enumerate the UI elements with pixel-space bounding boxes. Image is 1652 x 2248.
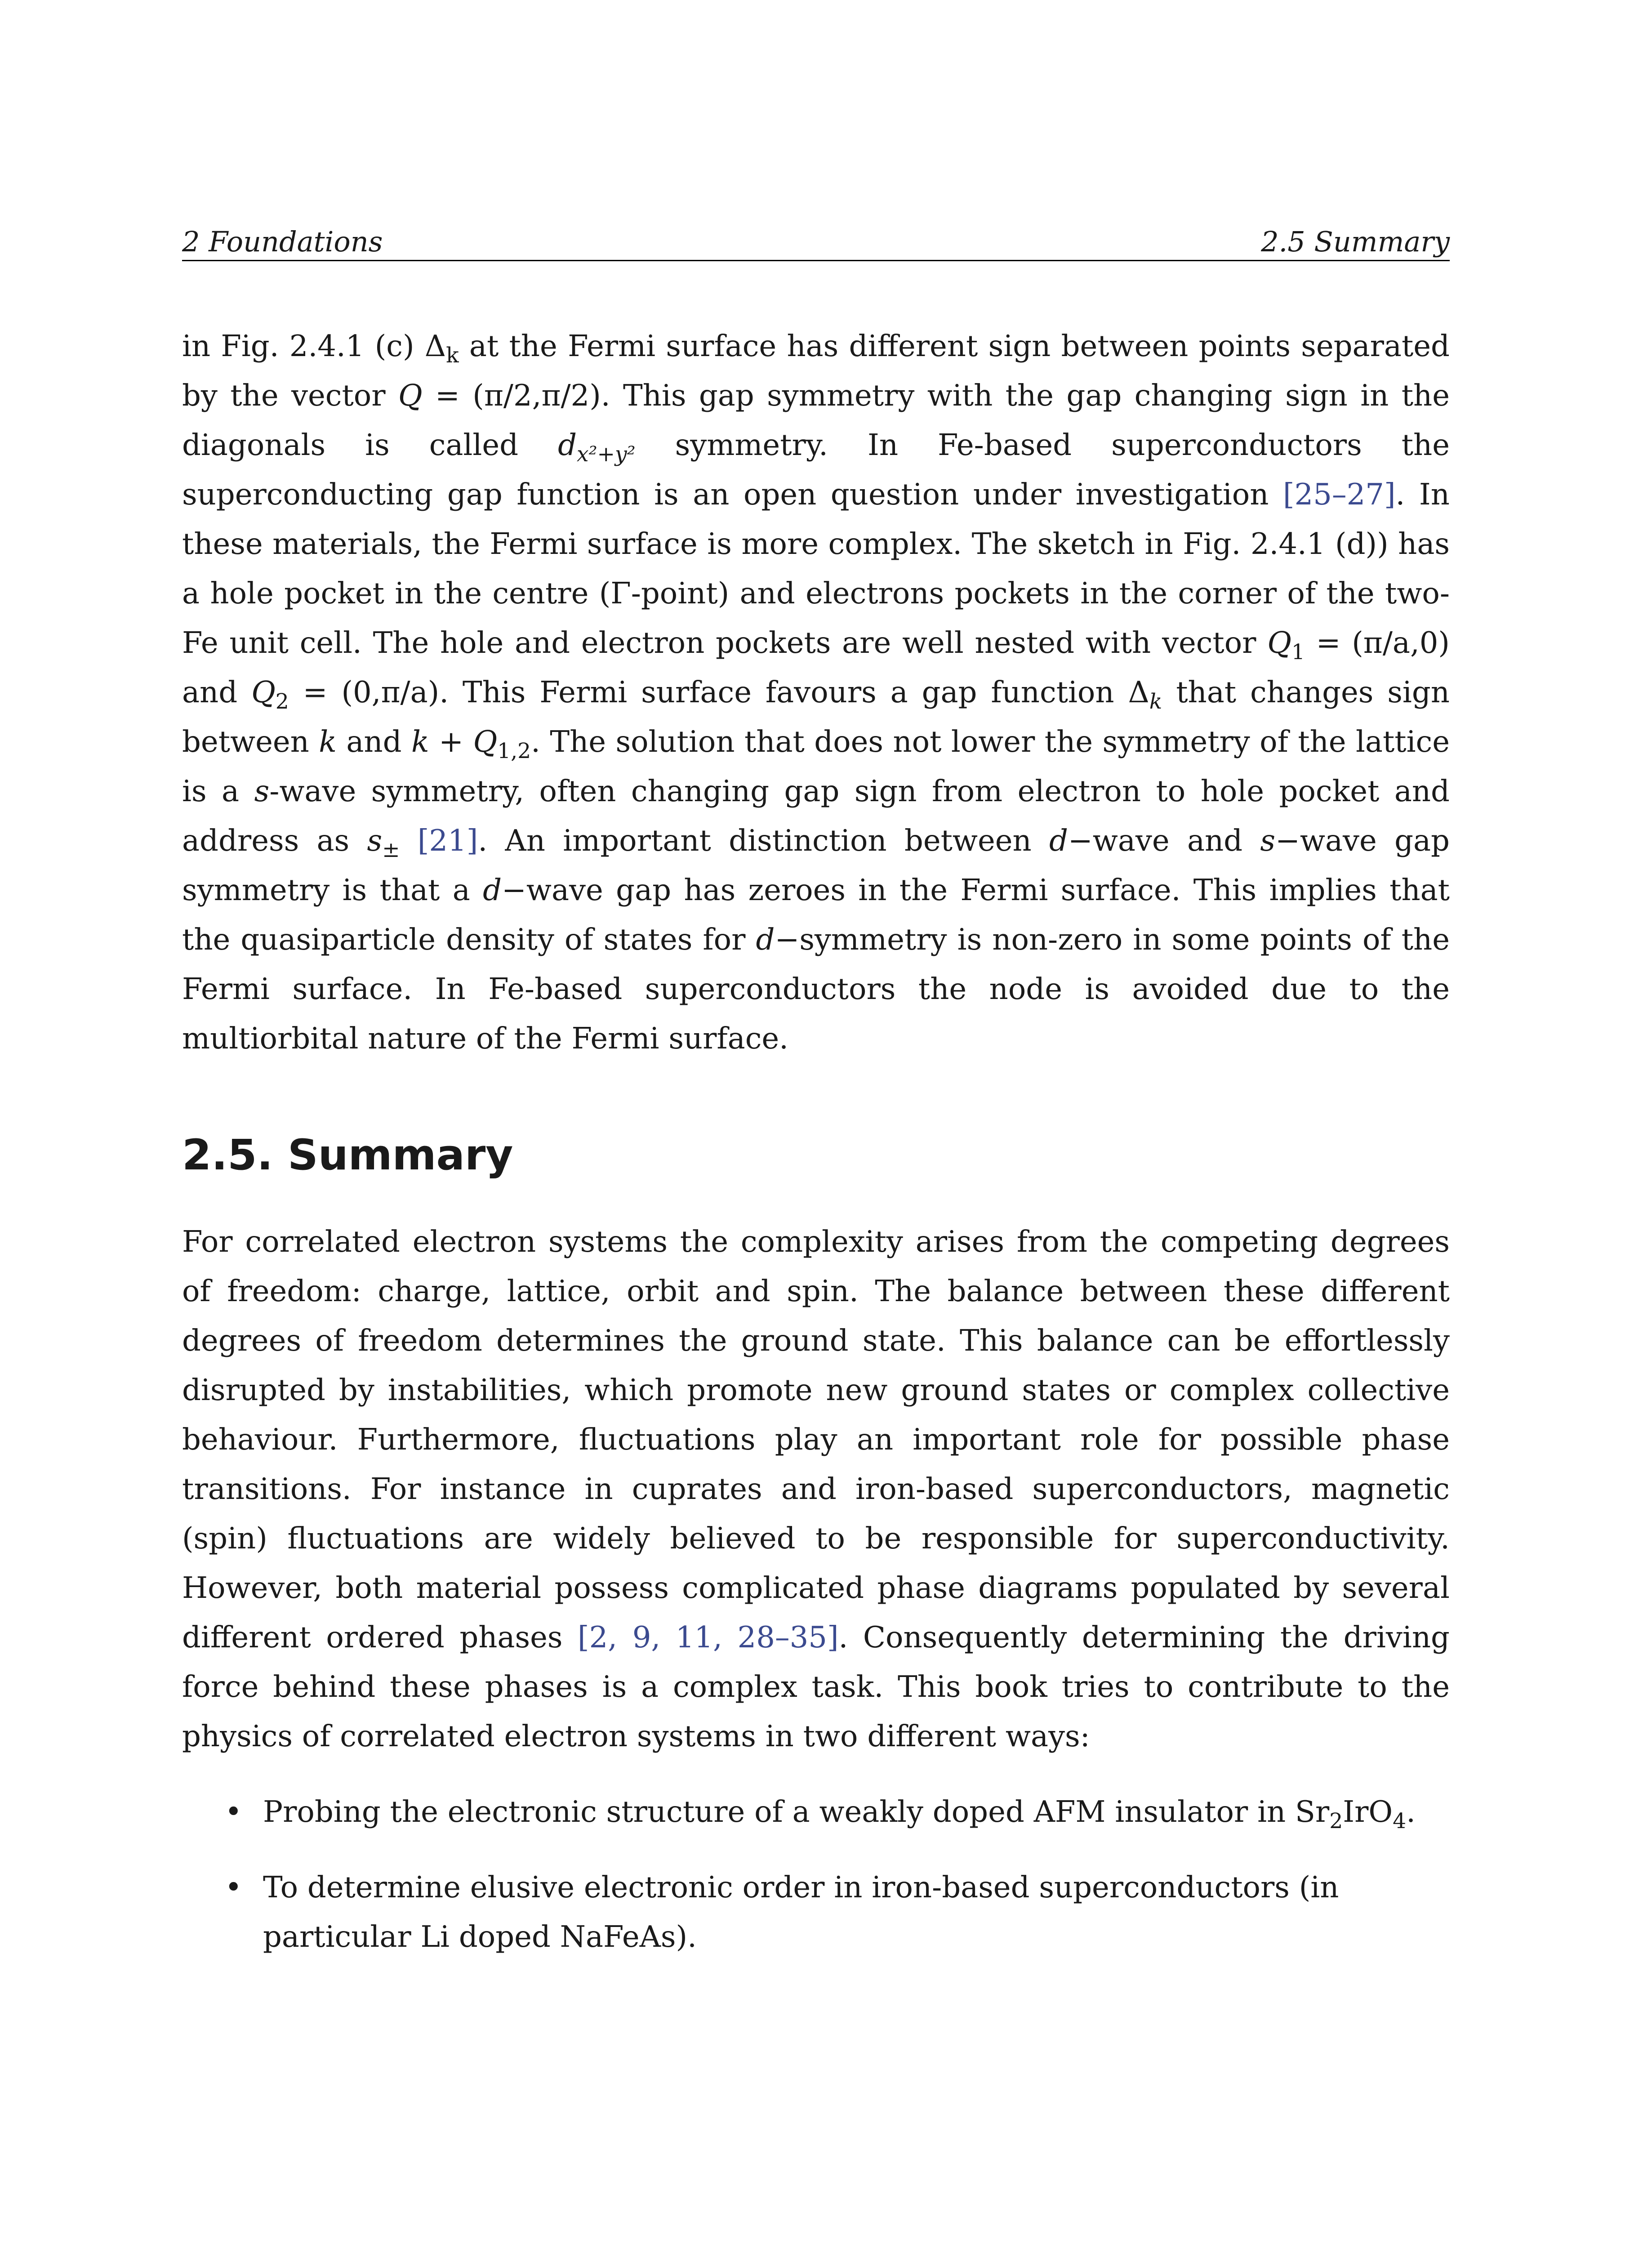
goals-list	[182, 1787, 1450, 1962]
bullet-icon: •	[225, 1870, 242, 1905]
running-header	[182, 224, 1450, 261]
citation-link[interactable]: 11	[675, 1620, 713, 1655]
citation-link[interactable]: [25–27]	[1282, 477, 1396, 512]
paragraph-summary: For correlated electron systems the complexity arises from the competing degrees of freedom: charge, lattice, orbit and spin. The balance between these different degrees of freedom determines the ground state. This balance can be effortlessly disrupted by instabilities, which promote new ground states or complex collective behaviour. Furthermore, fluctuations play an important role for possible phase transitions. For instance in cuprates and iron-based superconductors, magnetic (spin) fluctuations are widely believed to be responsible for superconductivity. However, both material possess complicated phase diagrams populated by several different ordered phases [2, 9, 11, 28–35]. Consequently determining the driving force behind these phases is a complex task. This book tries to contribute to the physics of correlated electron systems in two different ways:	[182, 1225, 1450, 1753]
citation-link[interactable]: 2	[589, 1620, 608, 1655]
list-item: • To determine elusive electronic order in iron-based superconductors (in particular Li doped NaFeAs).	[182, 1863, 1450, 1962]
section-heading	[182, 1131, 1450, 1180]
section-title: Summary	[288, 1131, 513, 1180]
bullet-icon: •	[225, 1795, 242, 1829]
list-item: • Probing the electronic structure of a weakly doped AFM insulator in $Sr_2IrO_4$.	[182, 1787, 1450, 1837]
citation-link[interactable]: [21]	[417, 824, 478, 858]
citation-link[interactable]: 28–35	[737, 1620, 827, 1655]
page-body	[182, 321, 1450, 1988]
header-chapter: 2 Foundations	[182, 225, 383, 258]
paragraph-gap-symmetry: in Fig. 2.4.1 (c) $\Delta_k$ at the Fermi surface has different sign between points separated by the vector Q = (π/2,π/2). This gap symmetry with the gap changing sign in the diagonals is called $d_{x^2+y^2}$ symmetry. In Fe-based superconductors the superconducting gap function is an open question under investigation [25–27]. In these materials, the Fermi surface is more complex. The sketch in Fig. 2.4.1 (d)) has a hole pocket in the centre (Γ-point) and electrons pockets in the corner of the two-Fe unit cell. The hole and electron pockets are well nested with vector $Q_1 = (\pi/a,0)$ and $Q_2 = (0,\pi/a)$. This Fermi surface favours a gap function $\Delta_k$ that changes sign between k and $k + Q_{1,2}$. The solution that does not lower the symmetry of the lattice is a s-wave symmetry, often changing gap sign from electron to hole pocket and address as $s_\pm$ [21]. An important distinction between d−wave and s−wave gap symmetry is that a d−wave gap has zeroes in the Fermi surface. This implies that the quasiparticle density of states for d−symmetry is non-zero in some points of the Fermi surface. In Fe-based superconductors the node is avoided due to the multiorbital nature of the Fermi surface.	[182, 329, 1450, 1056]
citation-link[interactable]: 9	[632, 1620, 651, 1655]
section-number: 2.5.	[182, 1131, 273, 1180]
header-section: 2.5 Summary	[1261, 225, 1450, 258]
